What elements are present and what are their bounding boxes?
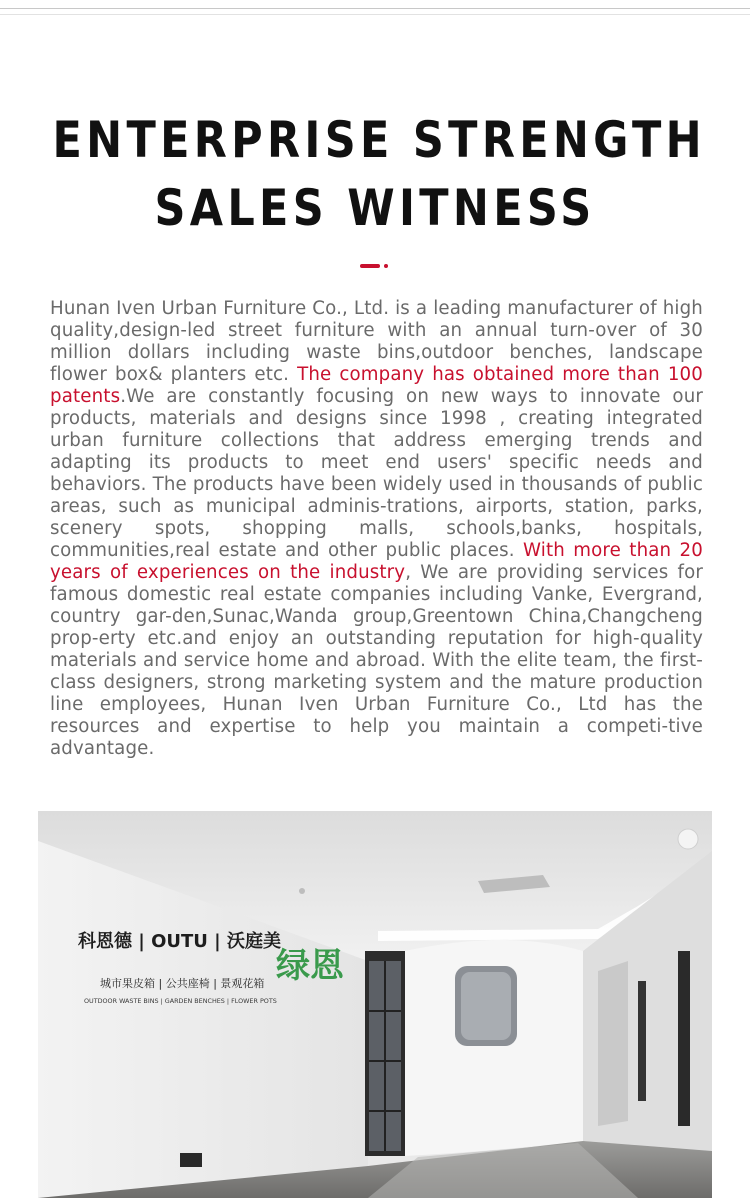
highlight-patents: The company has obtained more than 100 patents [50, 364, 704, 407]
company-description [50, 298, 703, 760]
page-title-line-2: SALES WITNESS [154, 179, 596, 237]
title-accent-dot [384, 264, 388, 268]
description-part-1: Hunan Iven Urban Furniture Co., Ltd. is a leading manufacturer of high quality,design-led street furniture with an annual turn-over of 30 million dollars including waste bins,outdoor benches, landscape flower box& planters etc. [50, 298, 703, 385]
highlight-experience: With more than 20 years of experiences on the industry [50, 540, 703, 583]
office-photo-illustration [38, 811, 712, 1198]
page-title-line-1: ENTERPRISE STRENGTH [52, 111, 706, 169]
wall-sign-products-en: OUTDOOR WASTE BINS | GARDEN BENCHES | FLOWER POTS [84, 997, 277, 1005]
title-accent-dash [360, 264, 380, 268]
top-divider-line [0, 8, 750, 9]
wall-sign-logo: 绿恩 [276, 946, 344, 986]
description-part-2: .We are constantly focusing on new ways to innovate our products, materials and designs since 1998 , creating integrated urban furniture collections that address emerging trends and adapting its products to meet end users' specific needs and behaviors. The products have been widely used in thousands of public areas, such as municipal adminis-trations, airports, station, parks, scenery spots, shopping malls, schools,banks, hospitals, communities,real estate and other public places. [50, 386, 703, 561]
wall-sign-products-cn: 城市果皮箱 | 公共座椅 | 景观花箱 [100, 977, 265, 990]
wall-switch [180, 1153, 202, 1167]
office-hallway-photo [38, 811, 712, 1198]
wall-sign-brands: 科恩德 | OUTU | 沃庭美 [78, 931, 282, 952]
description-part-3: , We are providing services for famous domestic real estate companies including Vanke, Evergrand, country gar-den,Sunac,Wanda group,Greentown China,Changcheng prop-erty etc.and enjoy an outstanding reputation for high-quality materials and service home and abroad. With the elite team, the first-class designers, strong marketing system and the mature production line employees, Hunan Iven Urban Furniture Co., Ltd has the resources and expertise to help you maintain a competi-tive advantage. [50, 562, 703, 759]
top-divider-line-secondary [0, 14, 750, 15]
